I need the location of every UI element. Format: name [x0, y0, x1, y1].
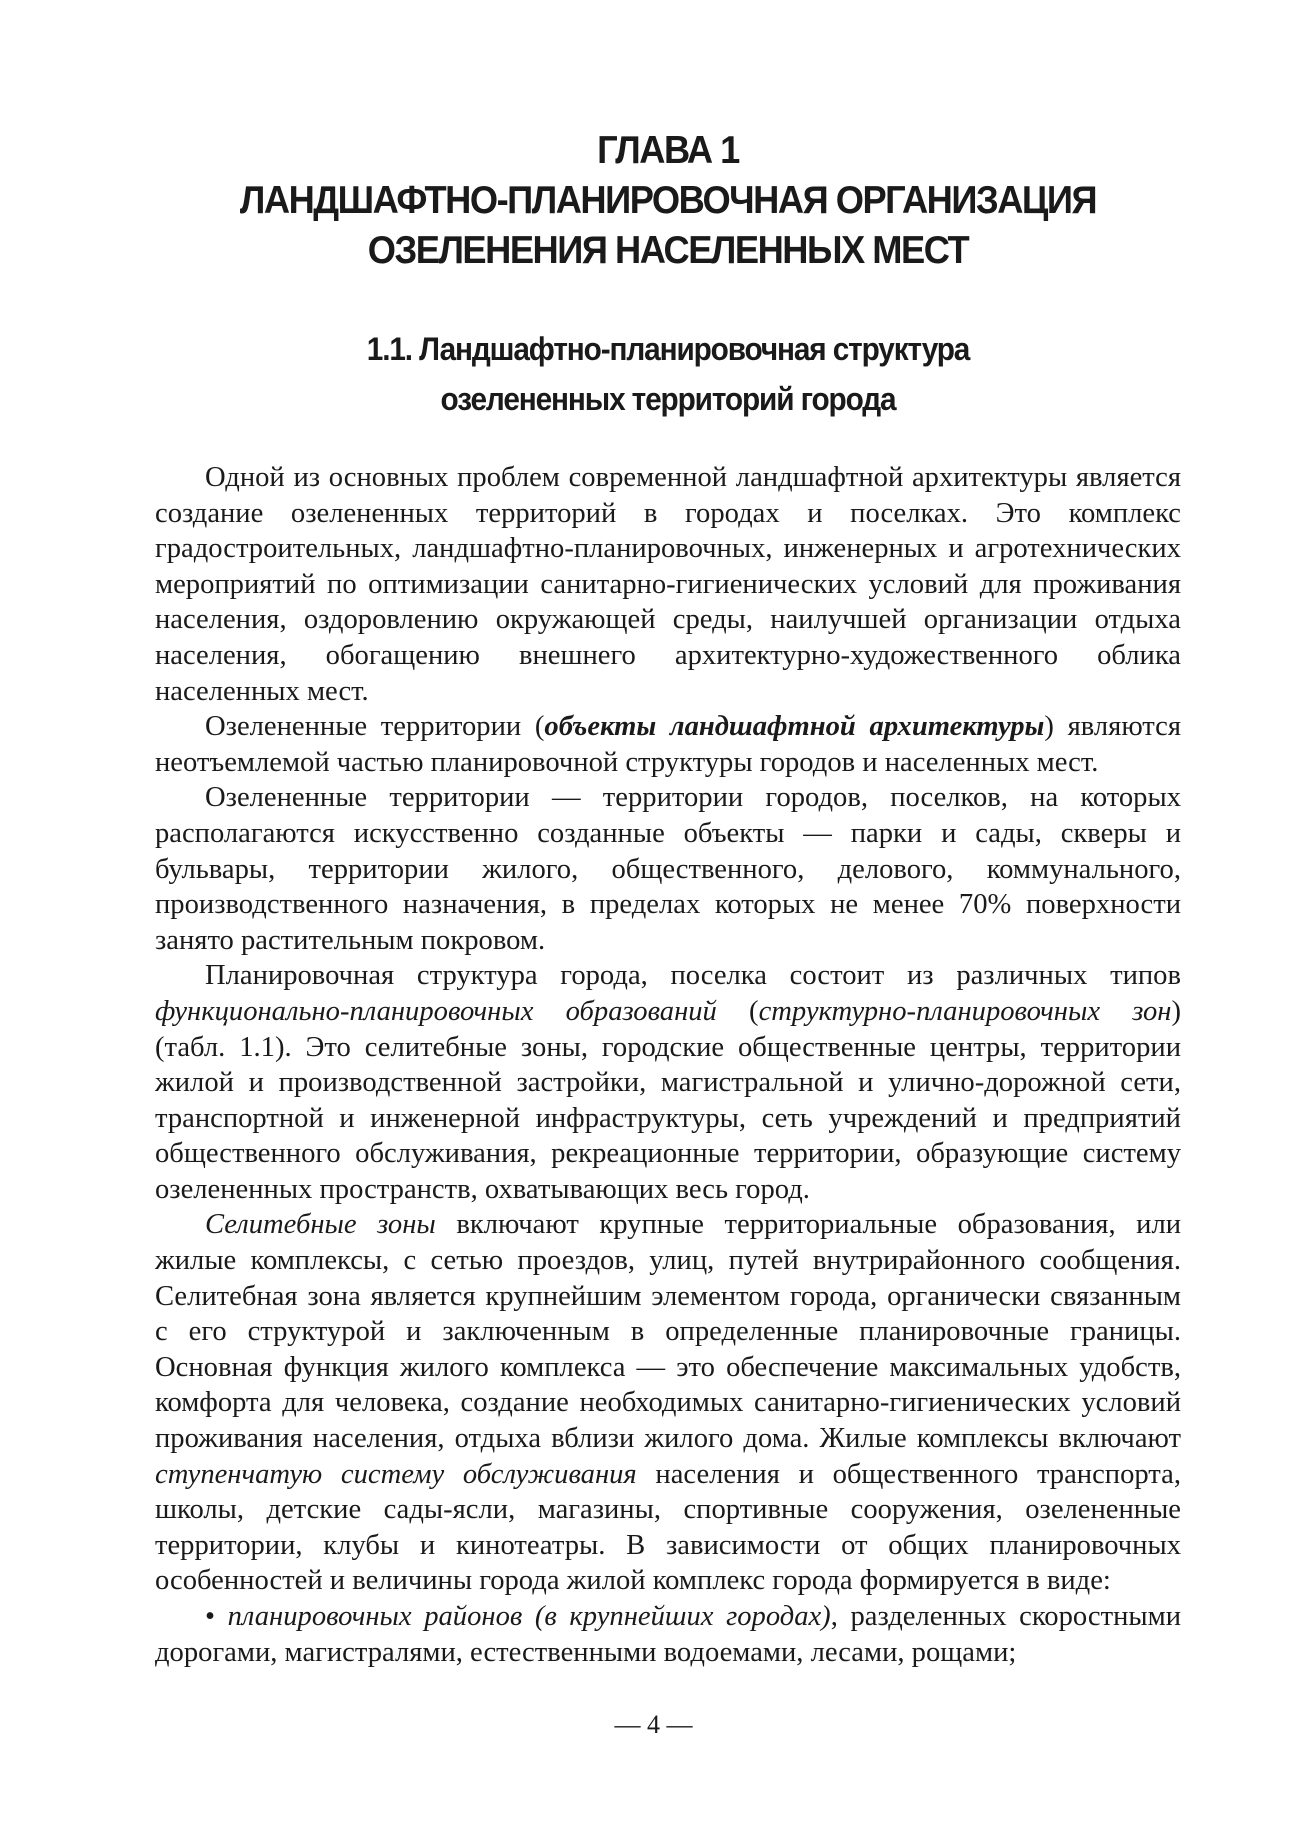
- paragraph-1: Одной из основных проблем современной ландшафтной архитектуры является создание озелененных территорий в городах и поселках. Это комплекс градостроительных, ландшафтно-планировочных, инженерных и агротехнических мероприятий по оптимизации санитарно-гигиенических условий для проживания населения, оздоровлению окружающей среды, наилучшей организации отдыха населения, обогащению внешнего архитектурно-художественного облика населенных мест.: [155, 462, 1181, 707]
- body-text: [155, 460, 1181, 1670]
- paragraph-2-text-a: Озелененные территории (: [205, 711, 545, 743]
- paragraph-5-text-b: населения и общественного транспорта, школы, детские сады-ясли, магазины, спортивные сооружения, озелененные территории, клубы и кинотеатры. В зависимости от общих планировочных особенностей и величины города жилой комплекс города формируется в виде:: [155, 1458, 1181, 1597]
- paragraph-2: [155, 709, 1181, 780]
- paragraph-2-text-b: ) являются неотъемлемой частью планировочной структуры городов и населенных мест.: [155, 711, 1181, 778]
- chapter-label: ГЛАВА 1: [597, 129, 739, 172]
- paragraph-5: [155, 1207, 1181, 1599]
- paragraph-4-text-b: (: [716, 995, 759, 1027]
- bullet-text: , разделенных скоростными дорогами, магистралями, естественными водоемами, лесами, рощами;: [155, 1601, 1181, 1668]
- page-number: — 4 —: [614, 1710, 693, 1739]
- paragraph-4-text-c: ) (табл. 1.1). Это селитебные зоны, городские общественные центры, территории жилой и производственной застройки, магистральной и улично-дорожной сети, транспортной и инженерной инфраструктуры, сеть учреждений и предприятий общественного обслуживания, рекреационные территории, образующие систему озелененных пространств, охватывающих весь город.: [155, 995, 1181, 1205]
- paragraph-5-emphasis-1: Селитебные зоны: [205, 1209, 436, 1241]
- section-title-line-2: озелененных территорий города: [440, 381, 896, 417]
- paragraph-5-text-a: включают крупные территориальные образования, или жилые комплексы, с сетью проездов, улиц, путей внутрирайонного сообщения. Селитебная зона является крупнейшим элементом города, органически связанным с его структурой и заключенным в определенные планировочные границы. Основная функция жилого комплекса — это обеспечение максимальных удобств, комфорта для человека, создание необходимых санитарно-гигиенических условий проживания населения, отдыха вблизи жилого дома. Жилые комплексы включают: [155, 1209, 1182, 1455]
- paragraph-2-emphasis: объекты ландшафтной архитектуры: [544, 711, 1045, 743]
- document-page: [155, 126, 1181, 1670]
- paragraph-4-text-a: Планировочная структура города, поселка состоит из различных типов: [205, 960, 1181, 992]
- bullet-emphasis: планировочных районов (в крупнейших городах): [227, 1601, 831, 1632]
- paragraph-4-emphasis-2: структурно-планировочных зон: [758, 995, 1172, 1027]
- paragraph-3: Озелененные территории — территории городов, поселков, на которых располагаются искусственно созданные объекты — парки и сады, скверы и бульвары, территории жилого, общественного, делового, коммунального, производственного назначения, в пределах которых не менее 70% поверхности занято растительным покровом.: [155, 782, 1181, 956]
- paragraph-4: [155, 958, 1181, 1207]
- chapter-title-line-1: ЛАНДШАФТНО-ПЛАНИРОВОЧНАЯ ОРГАНИЗАЦИЯ: [239, 179, 1097, 222]
- chapter-title-line-2: ОЗЕЛЕНЕНИЯ НАСЕЛЕННЫХ МЕСТ: [367, 229, 969, 272]
- section-title-line-1: 1.1. Ландшафтно-планировочная структура: [366, 331, 970, 367]
- paragraph-5-emphasis-2: ступенчатую систему обслуживания: [155, 1458, 637, 1490]
- paragraph-4-emphasis-1: функционально-планировочных образований: [155, 995, 717, 1027]
- chapter-heading: [191, 126, 1145, 276]
- bullet-icon: •: [205, 1601, 216, 1632]
- bullet-item: [155, 1599, 1181, 1670]
- section-heading: [191, 324, 1145, 424]
